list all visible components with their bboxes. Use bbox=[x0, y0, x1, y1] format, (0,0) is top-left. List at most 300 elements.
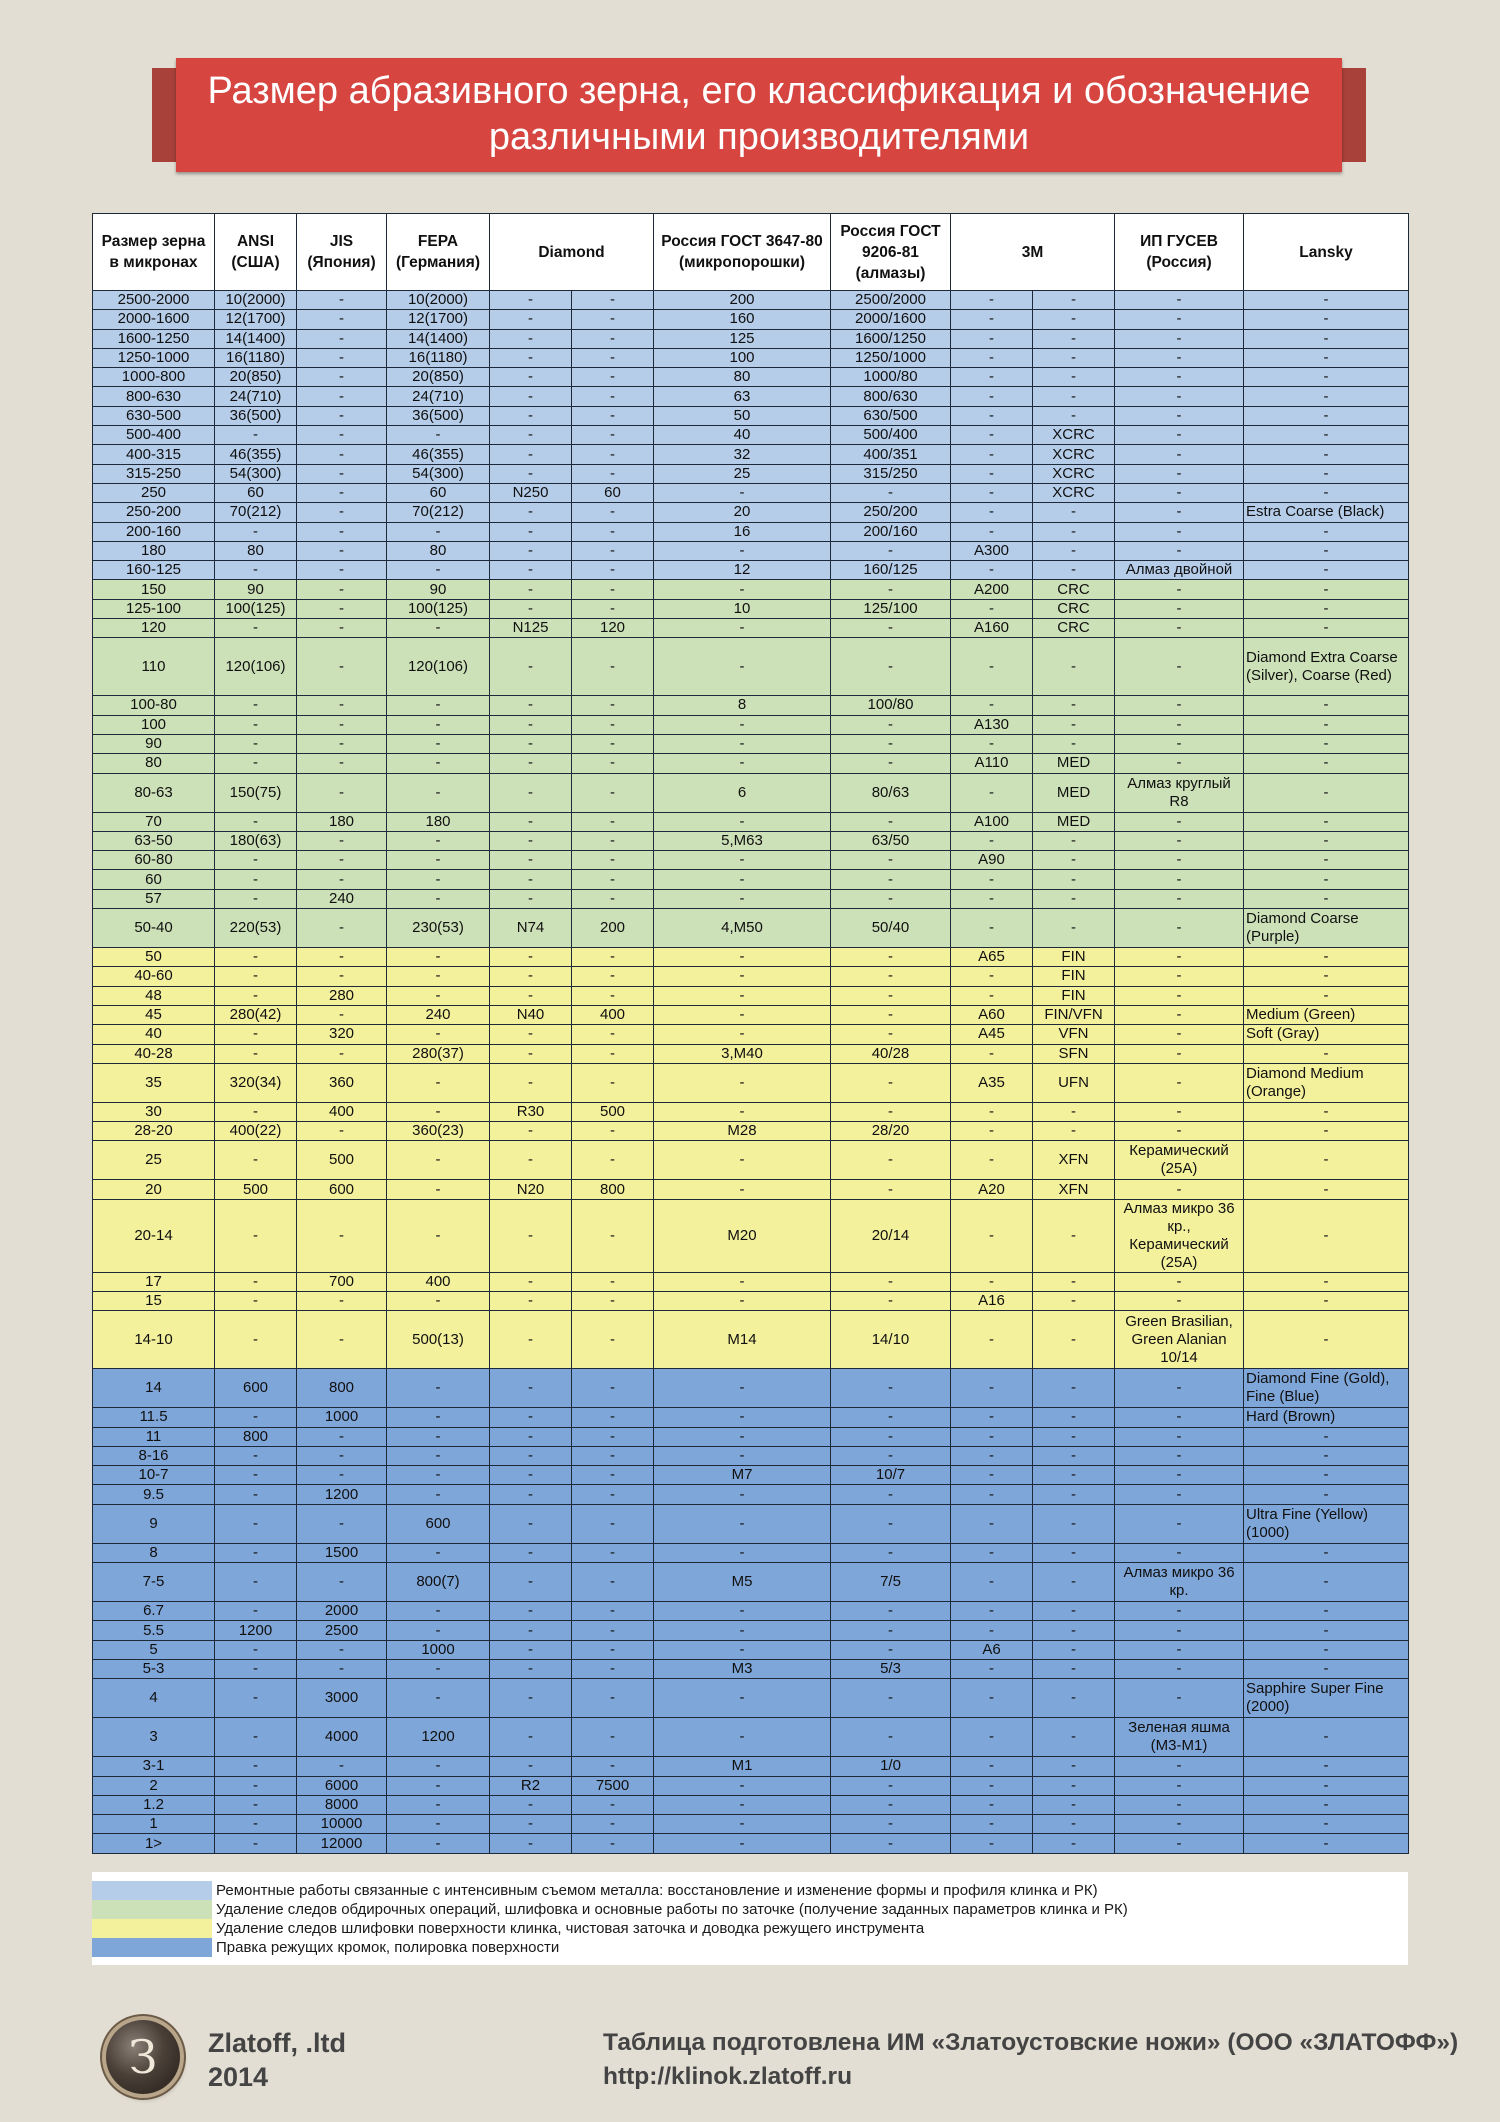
cell-gost-9206: - bbox=[831, 1776, 951, 1795]
cell-m3-b: - bbox=[1033, 831, 1115, 850]
cell-size: 5 bbox=[93, 1640, 215, 1659]
cell-gost-3647: - bbox=[654, 1291, 831, 1310]
cell-lansky: - bbox=[1244, 1543, 1409, 1562]
cell-fepa: - bbox=[387, 1141, 490, 1180]
cell-gost-3647: M28 bbox=[654, 1122, 831, 1141]
cell-diamond-b: - bbox=[572, 387, 654, 406]
cell-gost-3647: M20 bbox=[654, 1199, 831, 1272]
cell-fepa: - bbox=[387, 1485, 490, 1504]
cell-fepa: - bbox=[387, 870, 490, 889]
cell-gost-9206: 100/80 bbox=[831, 696, 951, 715]
cell-lansky: - bbox=[1244, 561, 1409, 580]
cell-ansi: - bbox=[215, 1776, 297, 1795]
cell-gost-9206: - bbox=[831, 1025, 951, 1044]
cell-diamond-a: - bbox=[490, 310, 572, 329]
cell-gost-9206: 50/40 bbox=[831, 909, 951, 948]
cell-m3-b: FIN/VFN bbox=[1033, 1005, 1115, 1024]
cell-gost-3647: - bbox=[654, 948, 831, 967]
cell-lansky: Ultra Fine (Yellow) (1000) bbox=[1244, 1504, 1409, 1543]
cell-ansi: - bbox=[215, 696, 297, 715]
cell-lansky: - bbox=[1244, 1199, 1409, 1272]
cell-gost-3647: - bbox=[654, 1795, 831, 1814]
table-row bbox=[93, 986, 1409, 1005]
cell-m3-b: - bbox=[1033, 1446, 1115, 1465]
table-row bbox=[93, 1291, 1409, 1310]
cell-gost-3647: - bbox=[654, 1005, 831, 1024]
table-row bbox=[93, 1659, 1409, 1678]
cell-fepa: - bbox=[387, 1408, 490, 1427]
cell-m3-b: CRC bbox=[1033, 599, 1115, 618]
cell-size: 3 bbox=[93, 1718, 215, 1757]
cell-ansi: - bbox=[215, 1025, 297, 1044]
cell-fepa: 20(850) bbox=[387, 368, 490, 387]
cell-gusev: - bbox=[1115, 580, 1244, 599]
cell-diamond-a: N74 bbox=[490, 909, 572, 948]
cell-fepa: - bbox=[387, 754, 490, 773]
cell-gusev: Green Brasilian, Green Alanian 10/14 bbox=[1115, 1311, 1244, 1369]
cell-gusev: - bbox=[1115, 464, 1244, 483]
cell-m3-b: - bbox=[1033, 1757, 1115, 1776]
site-url[interactable]: http://klinok.zlatoff.ru bbox=[603, 2063, 853, 2090]
cell-fepa: 16(1180) bbox=[387, 348, 490, 367]
header-lansky: Lansky bbox=[1244, 214, 1409, 291]
cell-gusev: - bbox=[1115, 1369, 1244, 1408]
cell-m3-a: A90 bbox=[951, 851, 1033, 870]
cell-lansky: Diamond Fine (Gold), Fine (Blue) bbox=[1244, 1369, 1409, 1408]
table-row bbox=[93, 1122, 1409, 1141]
cell-gost-9206: - bbox=[831, 889, 951, 908]
cell-m3-a: - bbox=[951, 1815, 1033, 1834]
cell-fepa: - bbox=[387, 1466, 490, 1485]
cell-m3-a: A60 bbox=[951, 1005, 1033, 1024]
cell-m3-a: - bbox=[951, 1141, 1033, 1180]
cell-m3-b: - bbox=[1033, 1427, 1115, 1446]
cell-diamond-b: - bbox=[572, 368, 654, 387]
cell-lansky: - bbox=[1244, 1122, 1409, 1141]
cell-diamond-a: - bbox=[490, 1122, 572, 1141]
cell-gost-3647: - bbox=[654, 1180, 831, 1199]
cell-lansky: Diamond Medium (Orange) bbox=[1244, 1063, 1409, 1102]
title-line-2: различными производителями bbox=[488, 116, 1030, 158]
cell-diamond-b: - bbox=[572, 1834, 654, 1853]
cell-m3-a: - bbox=[951, 967, 1033, 986]
header-gost-3647: Россия ГОСТ 3647-80 (микропорошки) bbox=[654, 214, 831, 291]
cell-jis: - bbox=[297, 1563, 387, 1602]
cell-jis: - bbox=[297, 909, 387, 948]
cell-lansky: - bbox=[1244, 599, 1409, 618]
cell-gusev: - bbox=[1115, 734, 1244, 753]
cell-jis: - bbox=[297, 1659, 387, 1678]
cell-jis: 800 bbox=[297, 1369, 387, 1408]
cell-m3-a: - bbox=[951, 483, 1033, 502]
cell-gost-3647: - bbox=[654, 1834, 831, 1853]
cell-jis: 2000 bbox=[297, 1602, 387, 1621]
legend-text: Удаление следов обдирочных операций, шлифовка и основные работы по заточке (получение заданных параметров клинка и РК) bbox=[216, 1901, 1128, 1918]
cell-diamond-a: - bbox=[490, 1718, 572, 1757]
cell-gusev: - bbox=[1115, 1621, 1244, 1640]
cell-jis: - bbox=[297, 734, 387, 753]
table-row bbox=[93, 889, 1409, 908]
cell-diamond-b: - bbox=[572, 967, 654, 986]
cell-lansky: Estra Coarse (Black) bbox=[1244, 503, 1409, 522]
cell-gusev: - bbox=[1115, 1485, 1244, 1504]
cell-lansky: - bbox=[1244, 696, 1409, 715]
cell-lansky: - bbox=[1244, 329, 1409, 348]
cell-ansi: 36(500) bbox=[215, 406, 297, 425]
cell-gost-9206: - bbox=[831, 1005, 951, 1024]
cell-size: 9.5 bbox=[93, 1485, 215, 1504]
cell-diamond-a: - bbox=[490, 638, 572, 696]
cell-m3-b: - bbox=[1033, 1834, 1115, 1853]
cell-size: 40 bbox=[93, 1025, 215, 1044]
cell-size: 4 bbox=[93, 1679, 215, 1718]
cell-gost-3647: - bbox=[654, 1141, 831, 1180]
cell-size: 1.2 bbox=[93, 1795, 215, 1814]
cell-m3-b: - bbox=[1033, 1122, 1115, 1141]
cell-lansky: - bbox=[1244, 1563, 1409, 1602]
cell-jis: 700 bbox=[297, 1272, 387, 1291]
cell-size: 180 bbox=[93, 541, 215, 560]
cell-lansky: - bbox=[1244, 1640, 1409, 1659]
cell-diamond-a: - bbox=[490, 1446, 572, 1465]
cell-fepa: - bbox=[387, 889, 490, 908]
cell-gusev: - bbox=[1115, 522, 1244, 541]
cell-size: 1> bbox=[93, 1834, 215, 1853]
cell-lansky: - bbox=[1244, 406, 1409, 425]
cell-gost-9206: - bbox=[831, 1063, 951, 1102]
cell-gusev: - bbox=[1115, 986, 1244, 1005]
cell-ansi: - bbox=[215, 948, 297, 967]
cell-gusev: - bbox=[1115, 1659, 1244, 1678]
table-row bbox=[93, 1369, 1409, 1408]
cell-lansky: - bbox=[1244, 948, 1409, 967]
cell-size: 11.5 bbox=[93, 1408, 215, 1427]
cell-ansi: 10(2000) bbox=[215, 291, 297, 310]
cell-size: 63-50 bbox=[93, 831, 215, 850]
cell-diamond-a: - bbox=[490, 406, 572, 425]
cell-ansi: 220(53) bbox=[215, 909, 297, 948]
cell-lansky: - bbox=[1244, 1102, 1409, 1121]
cell-fepa: - bbox=[387, 1180, 490, 1199]
cell-gost-3647: - bbox=[654, 638, 831, 696]
cell-gost-3647: - bbox=[654, 1408, 831, 1427]
cell-fepa: - bbox=[387, 1369, 490, 1408]
cell-jis: - bbox=[297, 310, 387, 329]
table-row bbox=[93, 1466, 1409, 1485]
cell-diamond-a: - bbox=[490, 1543, 572, 1562]
cell-ansi: - bbox=[215, 1563, 297, 1602]
table-row bbox=[93, 1795, 1409, 1814]
cell-gost-9206: 14/10 bbox=[831, 1311, 951, 1369]
cell-fepa: - bbox=[387, 831, 490, 850]
cell-size: 80 bbox=[93, 754, 215, 773]
cell-fepa: - bbox=[387, 1446, 490, 1465]
cell-fepa: 54(300) bbox=[387, 464, 490, 483]
table-row bbox=[93, 773, 1409, 812]
cell-jis: - bbox=[297, 696, 387, 715]
cell-m3-b: - bbox=[1033, 561, 1115, 580]
cell-jis: - bbox=[297, 329, 387, 348]
title-banner bbox=[152, 58, 1366, 172]
table-row bbox=[93, 1199, 1409, 1272]
cell-ansi: - bbox=[215, 426, 297, 445]
cell-diamond-b: - bbox=[572, 1466, 654, 1485]
cell-diamond-b: - bbox=[572, 1485, 654, 1504]
cell-diamond-b: - bbox=[572, 812, 654, 831]
cell-gost-3647: 16 bbox=[654, 522, 831, 541]
cell-gusev: - bbox=[1115, 445, 1244, 464]
cell-gusev: - bbox=[1115, 619, 1244, 638]
cell-m3-b: - bbox=[1033, 696, 1115, 715]
cell-m3-a: - bbox=[951, 561, 1033, 580]
cell-diamond-b: - bbox=[572, 1044, 654, 1063]
cell-m3-a: A110 bbox=[951, 754, 1033, 773]
cell-gost-3647: - bbox=[654, 1602, 831, 1621]
cell-gusev: - bbox=[1115, 387, 1244, 406]
cell-diamond-b: - bbox=[572, 831, 654, 850]
cell-lansky: Medium (Green) bbox=[1244, 1005, 1409, 1024]
cell-size: 25 bbox=[93, 1141, 215, 1180]
cell-m3-a: - bbox=[951, 909, 1033, 948]
cell-ansi: - bbox=[215, 1141, 297, 1180]
cell-diamond-b: - bbox=[572, 1504, 654, 1543]
legend-item bbox=[92, 1938, 1408, 1957]
cell-gost-3647: - bbox=[654, 1679, 831, 1718]
cell-lansky: - bbox=[1244, 426, 1409, 445]
cell-jis: 8000 bbox=[297, 1795, 387, 1814]
cell-lansky: - bbox=[1244, 773, 1409, 812]
table-row bbox=[93, 715, 1409, 734]
cell-diamond-b: - bbox=[572, 715, 654, 734]
cell-m3-a: - bbox=[951, 1311, 1033, 1369]
cell-lansky: Soft (Gray) bbox=[1244, 1025, 1409, 1044]
cell-m3-b: - bbox=[1033, 1408, 1115, 1427]
cell-jis: - bbox=[297, 754, 387, 773]
cell-gost-9206: - bbox=[831, 1679, 951, 1718]
cell-m3-b: - bbox=[1033, 851, 1115, 870]
cell-gost-3647: M3 bbox=[654, 1659, 831, 1678]
cell-gusev: - bbox=[1115, 1122, 1244, 1141]
cell-size: 160-125 bbox=[93, 561, 215, 580]
cell-m3-b: - bbox=[1033, 1718, 1115, 1757]
cell-jis: - bbox=[297, 831, 387, 850]
cell-gusev: - bbox=[1115, 426, 1244, 445]
cell-jis: - bbox=[297, 503, 387, 522]
cell-lansky: - bbox=[1244, 368, 1409, 387]
cell-m3-b: - bbox=[1033, 291, 1115, 310]
cell-jis: - bbox=[297, 1446, 387, 1465]
cell-gost-3647: 3,M40 bbox=[654, 1044, 831, 1063]
cell-jis: - bbox=[297, 1311, 387, 1369]
table-row bbox=[93, 483, 1409, 502]
legend-swatch bbox=[92, 1938, 212, 1957]
table-row bbox=[93, 870, 1409, 889]
cell-m3-a: - bbox=[951, 1485, 1033, 1504]
cell-m3-a: - bbox=[951, 1369, 1033, 1408]
cell-jis: - bbox=[297, 599, 387, 618]
table-row bbox=[93, 310, 1409, 329]
header-row bbox=[93, 214, 1409, 291]
cell-m3-a: - bbox=[951, 1122, 1033, 1141]
cell-lansky: - bbox=[1244, 1485, 1409, 1504]
cell-lansky: - bbox=[1244, 1180, 1409, 1199]
cell-fepa: - bbox=[387, 1427, 490, 1446]
cell-ansi: - bbox=[215, 1408, 297, 1427]
cell-diamond-a: - bbox=[490, 754, 572, 773]
table-row bbox=[93, 426, 1409, 445]
cell-fepa: - bbox=[387, 619, 490, 638]
cell-diamond-a: - bbox=[490, 1834, 572, 1853]
table-row bbox=[93, 851, 1409, 870]
cell-ansi: - bbox=[215, 1044, 297, 1063]
cell-m3-a: - bbox=[951, 1466, 1033, 1485]
cell-diamond-b: - bbox=[572, 1141, 654, 1180]
cell-m3-b: - bbox=[1033, 1563, 1115, 1602]
legend bbox=[92, 1872, 1408, 1965]
cell-lansky: - bbox=[1244, 1621, 1409, 1640]
cell-diamond-a: - bbox=[490, 1466, 572, 1485]
table-row bbox=[93, 1815, 1409, 1834]
cell-gusev: - bbox=[1115, 310, 1244, 329]
cell-m3-b: XCRC bbox=[1033, 426, 1115, 445]
cell-gost-9206: 1600/1250 bbox=[831, 329, 951, 348]
cell-gost-9206: - bbox=[831, 1180, 951, 1199]
cell-size: 1 bbox=[93, 1815, 215, 1834]
cell-gusev: - bbox=[1115, 1291, 1244, 1310]
cell-ansi: 500 bbox=[215, 1180, 297, 1199]
table-row bbox=[93, 541, 1409, 560]
cell-diamond-a: - bbox=[490, 1408, 572, 1427]
cell-gost-3647: - bbox=[654, 1776, 831, 1795]
cell-lansky: - bbox=[1244, 1718, 1409, 1757]
cell-m3-b: - bbox=[1033, 1272, 1115, 1291]
cell-fepa: 600 bbox=[387, 1504, 490, 1543]
cell-jis: - bbox=[297, 406, 387, 425]
cell-diamond-b: - bbox=[572, 1291, 654, 1310]
legend-item bbox=[92, 1881, 1408, 1900]
table-row bbox=[93, 1776, 1409, 1795]
cell-m3-a: - bbox=[951, 426, 1033, 445]
cell-diamond-a: - bbox=[490, 1795, 572, 1814]
table-row bbox=[93, 1621, 1409, 1640]
cell-gost-9206: - bbox=[831, 1640, 951, 1659]
cell-fepa: 14(1400) bbox=[387, 329, 490, 348]
cell-gost-9206: - bbox=[831, 541, 951, 560]
cell-diamond-b: - bbox=[572, 948, 654, 967]
cell-diamond-a: - bbox=[490, 889, 572, 908]
cell-size: 90 bbox=[93, 734, 215, 753]
cell-lansky: - bbox=[1244, 986, 1409, 1005]
cell-jis: - bbox=[297, 948, 387, 967]
table-row bbox=[93, 503, 1409, 522]
cell-gusev: - bbox=[1115, 1044, 1244, 1063]
cell-gost-3647: 4,M50 bbox=[654, 909, 831, 948]
cell-diamond-a: - bbox=[490, 599, 572, 618]
cell-gost-3647: - bbox=[654, 1272, 831, 1291]
table-row bbox=[93, 329, 1409, 348]
cell-m3-a: A65 bbox=[951, 948, 1033, 967]
cell-ansi: 320(34) bbox=[215, 1063, 297, 1102]
cell-diamond-a: - bbox=[490, 948, 572, 967]
cell-m3-a: - bbox=[951, 1102, 1033, 1121]
cell-ansi: - bbox=[215, 1795, 297, 1814]
cell-m3-b: - bbox=[1033, 503, 1115, 522]
cell-size: 14 bbox=[93, 1369, 215, 1408]
cell-size: 150 bbox=[93, 580, 215, 599]
cell-gost-9206: - bbox=[831, 1602, 951, 1621]
cell-diamond-a: N40 bbox=[490, 1005, 572, 1024]
cell-m3-b: - bbox=[1033, 1199, 1115, 1272]
cell-diamond-b: - bbox=[572, 1659, 654, 1678]
cell-diamond-a: - bbox=[490, 387, 572, 406]
cell-diamond-a: - bbox=[490, 1063, 572, 1102]
cell-lansky: - bbox=[1244, 1776, 1409, 1795]
cell-size: 5.5 bbox=[93, 1621, 215, 1640]
cell-fepa: 60 bbox=[387, 483, 490, 502]
cell-m3-a: - bbox=[951, 1504, 1033, 1543]
cell-m3-a: - bbox=[951, 329, 1033, 348]
table-row bbox=[93, 696, 1409, 715]
cell-gost-9206: 80/63 bbox=[831, 773, 951, 812]
cell-fepa: 100(125) bbox=[387, 599, 490, 618]
cell-m3-a: - bbox=[951, 1834, 1033, 1853]
cell-diamond-b: - bbox=[572, 1369, 654, 1408]
cell-gusev: - bbox=[1115, 1776, 1244, 1795]
cell-m3-b: - bbox=[1033, 1311, 1115, 1369]
cell-lansky: - bbox=[1244, 1141, 1409, 1180]
cell-size: 20-14 bbox=[93, 1199, 215, 1272]
legend-swatch bbox=[92, 1919, 212, 1938]
cell-diamond-b: - bbox=[572, 310, 654, 329]
title-line-1: Размер абразивного зерна, его классификация и обозначение bbox=[207, 70, 1311, 112]
cell-gost-3647: - bbox=[654, 1025, 831, 1044]
cell-diamond-b: - bbox=[572, 1602, 654, 1621]
cell-fepa: - bbox=[387, 1621, 490, 1640]
cell-diamond-b: - bbox=[572, 580, 654, 599]
table-row bbox=[93, 1485, 1409, 1504]
cell-ansi: 400(22) bbox=[215, 1122, 297, 1141]
cell-gost-9206: 10/7 bbox=[831, 1466, 951, 1485]
cell-diamond-a: - bbox=[490, 1659, 572, 1678]
cell-lansky: - bbox=[1244, 580, 1409, 599]
cell-m3-a: - bbox=[951, 638, 1033, 696]
cell-fepa: - bbox=[387, 851, 490, 870]
legend-text: Правка режущих кромок, полировка поверхности bbox=[216, 1939, 560, 1956]
cell-jis: - bbox=[297, 541, 387, 560]
cell-diamond-a: - bbox=[490, 734, 572, 753]
table-row bbox=[93, 909, 1409, 948]
cell-lansky: - bbox=[1244, 1272, 1409, 1291]
cell-fepa: 90 bbox=[387, 580, 490, 599]
cell-m3-b: VFN bbox=[1033, 1025, 1115, 1044]
table-row bbox=[93, 948, 1409, 967]
cell-m3-a: - bbox=[951, 889, 1033, 908]
cell-size: 14-10 bbox=[93, 1311, 215, 1369]
cell-m3-a: - bbox=[951, 1718, 1033, 1757]
cell-gusev: - bbox=[1115, 1640, 1244, 1659]
cell-gusev: - bbox=[1115, 638, 1244, 696]
cell-fepa: 120(106) bbox=[387, 638, 490, 696]
cell-fepa: - bbox=[387, 1291, 490, 1310]
cell-gusev: - bbox=[1115, 1679, 1244, 1718]
cell-fepa: - bbox=[387, 1025, 490, 1044]
cell-gusev: - bbox=[1115, 1446, 1244, 1465]
cell-diamond-b: - bbox=[572, 503, 654, 522]
cell-m3-b: MED bbox=[1033, 812, 1115, 831]
cell-m3-a: - bbox=[951, 1446, 1033, 1465]
cell-m3-b: - bbox=[1033, 1776, 1115, 1795]
cell-lansky: - bbox=[1244, 1446, 1409, 1465]
